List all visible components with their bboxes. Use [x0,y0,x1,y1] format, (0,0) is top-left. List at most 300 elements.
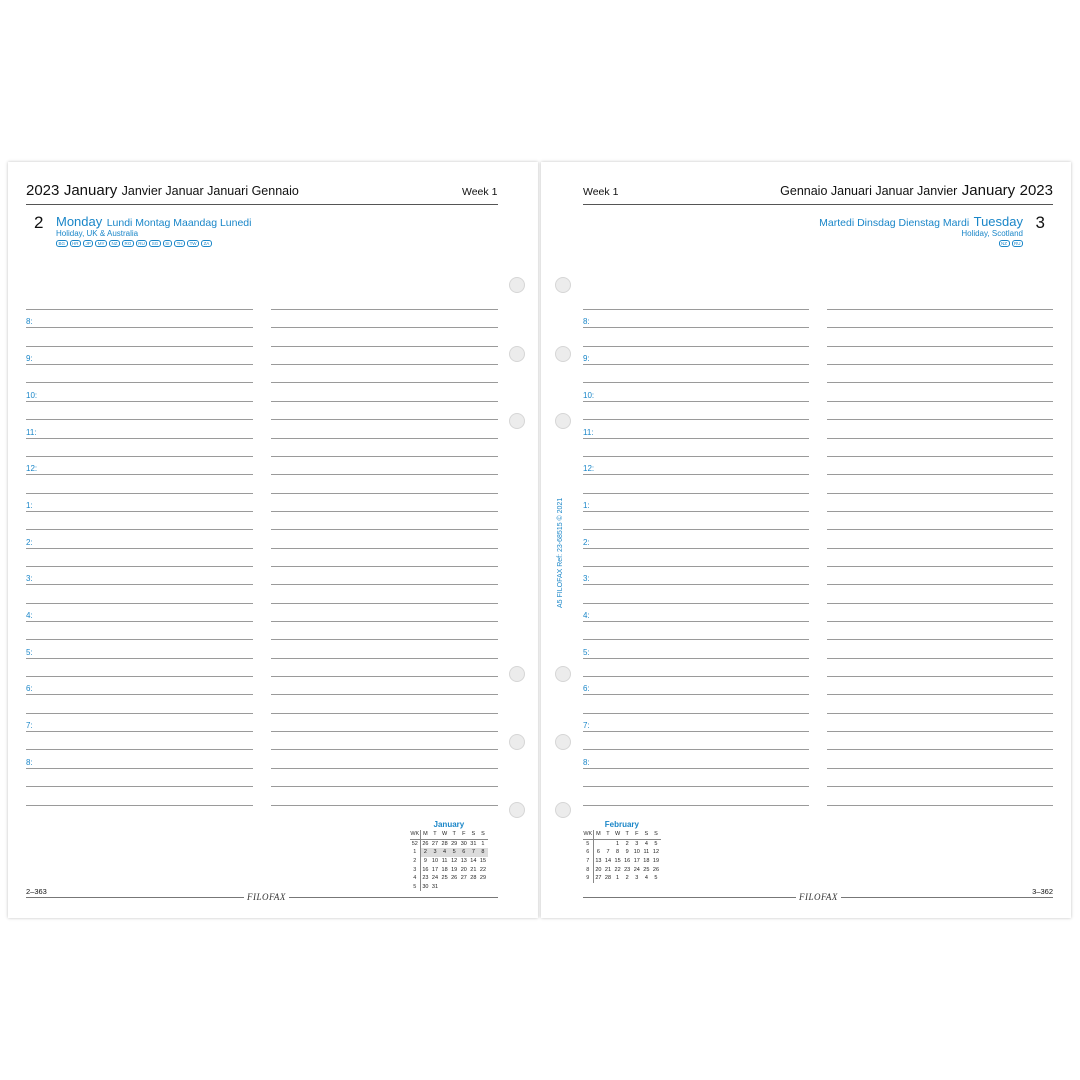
left-ruled-line [26,566,253,567]
left-ruled-line [26,438,253,439]
left-holiday: Holiday, UK & Australia [56,229,139,238]
left-country-badge: MY [95,240,107,247]
left-mini-calendar-cell: 25 [441,875,448,882]
right-mini-calendar-cell: 7 [583,857,593,866]
right-ruled-line [583,676,809,677]
left-ruled-line [271,639,498,640]
left-mini-calendar-cell: 17 [431,866,439,873]
right-holiday: Holiday, Scotland [961,229,1023,238]
left-mini-calendar-cell: 28 [441,840,448,847]
left-hour-label: 4: [26,611,33,620]
right-mini-calendar-cell: 15 [614,858,621,865]
left-mini-calendar-cell: 2 [420,848,430,857]
left-hour-label: 11: [26,427,37,437]
right-hour-label: 7: [583,721,590,730]
left-ruled-line [26,419,253,420]
right-ruled-line [827,658,1053,659]
right-ruled-line [583,731,809,732]
left-ruled-line [26,768,253,769]
left-ruled-line [271,731,498,732]
left-country-badge: TW [187,240,199,247]
right-ruled-line [827,805,1053,806]
left-ruled-line [271,382,498,383]
left-mini-calendar-header: WK [410,831,420,838]
left-mini-calendar-cell: 6 [459,848,469,857]
left-ruled-line [271,511,498,512]
right-mini-calendar-cell: 6 [583,848,593,857]
left-mini-calendar-cell: 20 [460,866,467,873]
right-hour-label: 12: [583,464,595,474]
right-mini-calendar-cell: 8 [616,849,620,856]
left-ruled-line [26,749,253,750]
left-mini-calendar-cell: 19 [451,866,458,873]
left-country-badges [56,240,212,247]
right-country-badges [999,240,1024,247]
right-mini-calendar-cell: 23 [624,866,631,873]
right-mini-calendar-cell: 2 [625,875,629,882]
left-mini-calendar-cell: 9 [423,858,427,865]
binder-hole [509,277,525,293]
right-mini-calendar-cell: 1 [616,875,620,882]
right-ruled-line [583,327,809,328]
left-ruled-line [271,474,498,475]
binder-hole [555,666,571,682]
right-ruled-line [583,346,809,347]
left-ruled-line [26,456,253,457]
left-mini-calendar-cell: 12 [451,858,458,865]
left-ruled-line [26,584,253,585]
right-day-number: 3 [1035,213,1045,232]
right-mini-calendar-cell: 10 [633,849,640,856]
right-mini-calendar-cell: 3 [635,875,639,882]
left-country-badge: JP [83,240,93,247]
right-mini-calendar [583,820,661,883]
left-ruled-line [271,584,498,585]
left-ruled-line [271,805,498,806]
right-ruled-line [583,749,809,750]
left-ruled-line [271,694,498,695]
left-ruled-line [26,694,253,695]
left-mini-calendar-cell [459,883,469,892]
right-mini-calendar-header: T [603,830,613,839]
right-ruled-line [827,438,1053,439]
right-hour-label: 1: [583,500,590,510]
right-ruled-line [827,309,1053,310]
right-mini-calendar-cell: 13 [595,858,602,865]
left-mini-calendar-cell: 31 [431,883,439,890]
right-hour-label: 5: [583,647,590,657]
binder-hole [555,734,571,750]
right-ruled-line [827,401,1053,402]
left-mini-calendar-header: W [440,830,450,839]
left-ruled-line [26,639,253,640]
left-hour-label: 8: [26,317,33,327]
left-mini-calendar-cell: 27 [431,840,439,847]
left-mini-calendar-cell: 26 [451,875,458,882]
left-country-badge: BG [56,240,68,247]
right-ruled-line [583,511,809,512]
right-ruled-line [583,401,809,402]
left-mini-calendar-cell [449,883,459,892]
left-hour-label: 5: [26,647,33,657]
right-brand-logo: FILOFAX [796,892,841,902]
right-mini-calendar-cell: 6 [596,849,600,856]
binder-hole [509,734,525,750]
right-hour-label: 9: [583,354,590,364]
right-ruled-line [583,566,809,567]
right-ruled-line [583,309,809,310]
right-mini-calendar-cell: 18 [643,858,650,865]
right-ruled-line [827,731,1053,732]
left-ruled-line [271,713,498,714]
right-ruled-line [827,346,1053,347]
left-ruled-line [271,364,498,365]
left-mini-calendar-cell: 31 [470,840,477,847]
left-mini-calendar-header: F [459,830,469,839]
right-ruled-line [827,603,1053,604]
right-mini-calendar-header: S [651,830,661,839]
left-ruled-line [26,658,253,659]
right-mini-calendar-header: W [613,830,623,839]
left-mini-calendar [410,820,488,891]
right-ruled-line [827,621,1053,622]
right-header-title [780,182,1053,200]
right-mini-calendar-header: S [642,830,652,839]
right-ruled-line [583,805,809,806]
left-ruled-line [271,566,498,567]
right-mini-calendar-cell [593,839,603,848]
left-mini-calendar-cell: 5 [449,848,459,857]
left-day-translations: Lundi Montag Maandag Lunedi [106,217,252,229]
left-header-rule [26,204,498,205]
left-mini-calendar-cell [478,883,488,892]
binder-hole [509,666,525,682]
right-mini-calendar-cell: 5 [654,875,658,882]
right-ruled-line [583,713,809,714]
right-ruled-line [827,456,1053,457]
left-mini-calendar-cell [469,883,479,892]
left-ruled-line [271,309,498,310]
left-day-name: Monday [56,214,103,229]
right-ruled-line [827,511,1053,512]
right-mini-calendar-cell: 12 [652,849,660,856]
left-ruled-line [26,676,253,677]
left-mini-calendar-cell: 30 [460,840,467,847]
right-mini-calendar-cell: 4 [644,840,648,847]
left-ruled-line [271,548,498,549]
right-mini-calendar-cell: 20 [595,866,602,873]
left-mini-calendar-cell: 24 [431,875,439,882]
left-mini-calendar-header: T [449,830,459,839]
right-mini-calendar-cell: 5 [583,839,593,848]
left-mini-calendar-cell: 2 [410,857,420,866]
right-ruled-line [583,548,809,549]
right-ruled-line [583,382,809,383]
left-country-badge: SG [149,240,161,247]
left-mini-calendar-cell [440,883,450,892]
left-ruled-line [26,731,253,732]
binder-hole [555,346,571,362]
left-brand-logo: FILOFAX [244,892,289,902]
right-hour-label: 11: [583,427,594,437]
left-hour-label: 1: [26,500,33,510]
left-header-title [26,182,299,200]
left-ruled-line [26,548,253,549]
left-hour-label: 2: [26,537,33,547]
left-month: January [63,182,118,199]
right-hour-label: 6: [583,684,590,694]
left-ruled-line [271,768,498,769]
right-mini-calendar-cell: 25 [643,866,650,873]
left-hour-label: 8: [26,757,33,767]
left-country-badge: RO [122,240,134,247]
left-year: 2023 [26,182,60,199]
left-ruled-line [26,364,253,365]
spine-reference-text: A5 FILOFAX Ref: 23-68515 © 2021 [557,497,564,608]
left-country-badge: HR [70,240,82,247]
left-ruled-line [26,805,253,806]
right-day-name: Tuesday [973,214,1023,229]
left-mini-calendar-header: S [469,830,479,839]
left-ruled-line [26,309,253,310]
right-mini-calendar-cell: 19 [652,858,660,865]
binder-hole [555,413,571,429]
right-ruled-line [583,493,809,494]
right-hour-label: 2: [583,537,590,547]
left-mini-calendar-cell: 10 [431,858,439,865]
right-hour-label: 10: [583,390,595,400]
left-mini-calendar-cell: 11 [441,858,448,865]
right-ruled-line [827,382,1053,383]
binder-hole [555,277,571,293]
right-ruled-line [583,474,809,475]
left-hour-label: 9: [26,354,33,364]
right-header-rule [583,204,1053,205]
right-hour-label: 8: [583,317,590,327]
right-mini-calendar-cell: 8 [583,865,593,874]
left-ruled-line [26,327,253,328]
left-country-badge: TH [174,240,185,247]
right-mini-calendar-cell: 9 [583,874,593,883]
left-mini-calendar-cell: 15 [479,858,487,865]
right-mini-calendar-cell: 26 [652,866,660,873]
right-mini-calendar-cell: 27 [595,875,602,882]
left-week-label: Week 1 [462,186,498,198]
left-ruled-line [271,419,498,420]
left-ruled-line [271,401,498,402]
right-diary-page [541,162,1071,918]
right-ruled-line [583,694,809,695]
right-mini-calendar-cell [603,839,613,848]
left-ruled-line [271,603,498,604]
right-hour-label: 8: [583,757,590,767]
right-page-number: 3–362 [1032,887,1053,896]
right-mini-calendar-cell: 9 [625,849,629,856]
left-month-translations: Janvier Januar Januari Gennaio [121,184,299,198]
left-ruled-line [26,401,253,402]
right-mini-calendar-cell: 1 [616,840,620,847]
left-ruled-line [271,493,498,494]
left-ruled-line [271,346,498,347]
left-ruled-line [271,676,498,677]
left-mini-calendar-header: T [430,830,440,839]
right-ruled-line [827,419,1053,420]
left-mini-calendar-cell: 16 [422,866,429,873]
right-year: 2023 [1019,182,1053,199]
right-mini-calendar-cell: 5 [654,840,658,847]
right-hour-label: 3: [583,574,590,584]
left-ruled-line [26,346,253,347]
left-diary-page [8,162,538,918]
right-mini-calendar-cell: 28 [604,875,612,882]
left-mini-calendar-header: S [478,830,488,839]
right-ruled-line [583,768,809,769]
right-mini-calendar-cell: 17 [633,858,640,865]
left-mini-calendar-cell: 3 [430,848,440,857]
right-ruled-line [583,456,809,457]
left-hour-label: 10: [26,390,38,400]
left-mini-calendar-grid [410,830,488,891]
left-mini-calendar-cell: 4 [410,874,420,883]
left-mini-calendar-cell: 14 [470,858,477,865]
left-hour-label: 6: [26,684,33,694]
right-ruled-line [827,639,1053,640]
right-mini-calendar-grid [583,830,661,883]
left-mini-calendar-cell: 29 [451,840,458,847]
binder-hole [509,346,525,362]
left-country-badge: ZA [201,240,212,247]
left-ruled-line [26,493,253,494]
left-hour-label: 7: [26,721,33,730]
left-mini-calendar-cell: 13 [460,858,467,865]
left-hour-label: 3: [26,574,33,584]
binder-hole [509,802,525,818]
right-mini-calendar-cell: 7 [606,849,610,856]
right-mini-calendar-cell: 21 [604,866,612,873]
binder-hole [555,802,571,818]
left-mini-calendar-cell: 7 [469,848,479,857]
right-mini-calendar-header: WK [583,831,593,838]
right-mini-calendar-header: F [632,830,642,839]
right-country-badge: RU [1012,240,1024,247]
left-ruled-line [26,603,253,604]
right-mini-calendar-cell: 16 [624,858,631,865]
right-ruled-line [583,658,809,659]
left-country-badge: SI [163,240,172,247]
right-mini-calendar-cell: 22 [614,866,621,873]
right-mini-calendar-cell: 4 [644,875,648,882]
left-ruled-line [271,786,498,787]
left-mini-calendar-cell: 28 [470,875,477,882]
right-week-label: Week 1 [583,186,619,198]
binder-hole [509,413,525,429]
left-mini-calendar-cell: 23 [422,875,429,882]
left-mini-calendar-cell: 18 [441,866,448,873]
right-mini-calendar-cell: 14 [604,858,612,865]
right-ruled-line [827,548,1053,549]
left-day-number: 2 [34,213,44,232]
right-month: January [961,182,1016,199]
left-ruled-line [271,621,498,622]
left-mini-calendar-cell: 5 [410,883,420,892]
right-mini-calendar-cell: 3 [635,840,639,847]
left-ruled-line [26,511,253,512]
right-country-badge: NZ [999,240,1010,247]
right-ruled-line [827,676,1053,677]
right-ruled-line [827,713,1053,714]
left-ruled-line [26,713,253,714]
right-ruled-line [827,327,1053,328]
left-hour-label: 12: [26,464,38,474]
left-ruled-line [271,529,498,530]
left-ruled-line [26,786,253,787]
left-ruled-line [271,438,498,439]
right-ruled-line [583,419,809,420]
right-day-translations: Martedi Dinsdag Dienstag Mardi [819,217,970,229]
left-mini-calendar-cell: 1 [481,840,485,847]
right-mini-calendar-month: February [604,820,639,829]
left-ruled-line [26,474,253,475]
right-ruled-line [827,768,1053,769]
left-mini-calendar-month: January [433,820,465,829]
left-page-number: 2–363 [26,887,47,896]
right-ruled-line [583,364,809,365]
right-ruled-line [827,529,1053,530]
right-ruled-line [583,786,809,787]
right-ruled-line [583,438,809,439]
left-ruled-line [26,529,253,530]
left-ruled-line [271,456,498,457]
right-ruled-line [583,621,809,622]
left-mini-calendar-cell: 8 [478,848,488,857]
right-month-translations: Gennaio Januari Januar Janvier [780,184,958,198]
left-ruled-line [26,382,253,383]
left-mini-calendar-cell: 3 [410,865,420,874]
right-ruled-line [827,474,1053,475]
right-ruled-line [583,639,809,640]
left-ruled-line [271,327,498,328]
right-ruled-line [583,603,809,604]
right-hour-label: 4: [583,611,590,620]
right-ruled-line [827,694,1053,695]
left-mini-calendar-cell: 1 [410,848,420,857]
left-mini-calendar-cell: 52 [410,839,420,848]
left-mini-calendar-header: M [420,830,430,839]
right-mini-calendar-header: T [622,830,632,839]
right-ruled-line [827,493,1053,494]
left-country-badge: NZ [109,240,120,247]
left-mini-calendar-cell: 29 [479,875,487,882]
left-mini-calendar-cell: 26 [422,840,429,847]
left-mini-calendar-cell: 21 [470,866,477,873]
right-mini-calendar-cell: 2 [625,840,629,847]
right-mini-calendar-header: M [593,830,603,839]
right-ruled-line [827,364,1053,365]
left-ruled-line [271,749,498,750]
left-mini-calendar-cell: 4 [440,848,450,857]
left-mini-calendar-cell: 30 [422,883,429,890]
right-mini-calendar-cell: 24 [633,866,640,873]
right-ruled-line [827,566,1053,567]
left-ruled-line [271,658,498,659]
left-mini-calendar-cell: 22 [479,866,487,873]
right-mini-calendar-cell: 11 [643,849,650,856]
left-ruled-line [26,621,253,622]
right-ruled-line [583,529,809,530]
right-ruled-line [827,749,1053,750]
right-ruled-line [827,786,1053,787]
right-ruled-line [583,584,809,585]
